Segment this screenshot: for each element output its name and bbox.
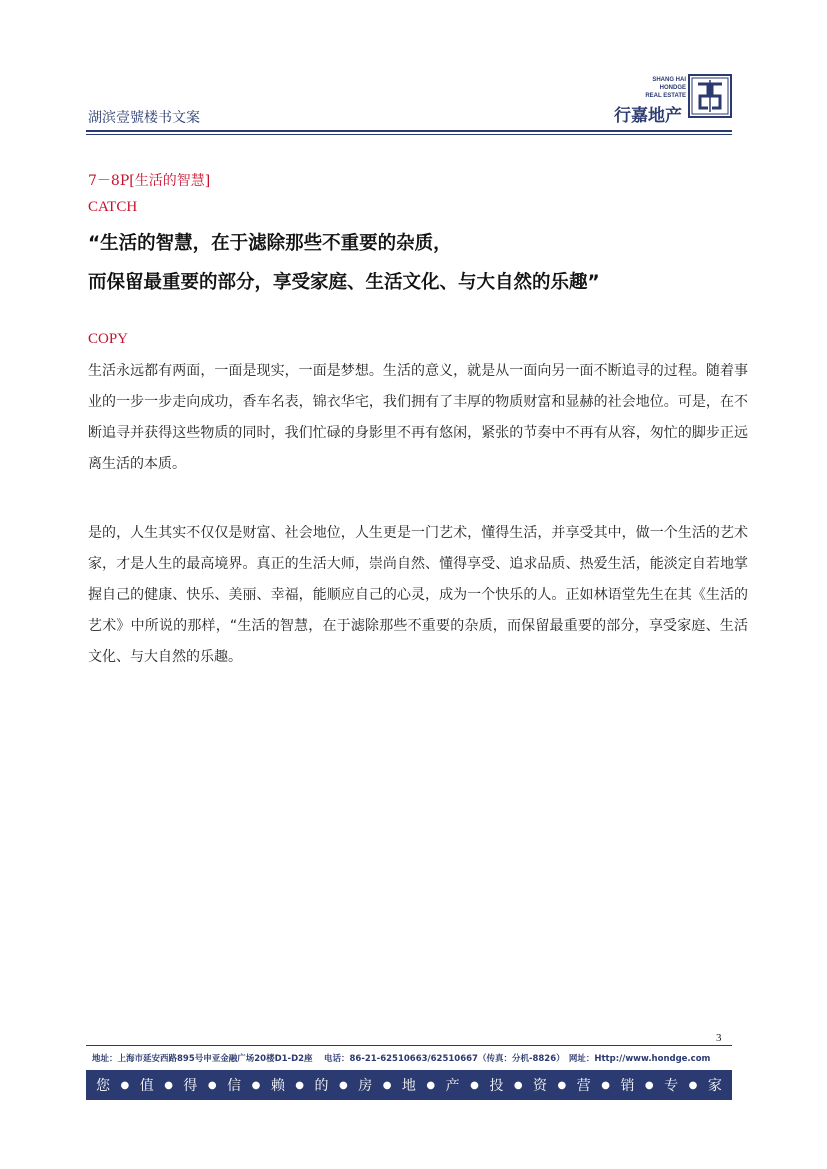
logo-english-text (626, 76, 686, 100)
slogan-separator: ● (557, 1079, 567, 1091)
logo-en-line: HONDGE (659, 85, 686, 91)
slogan-char: 地 (401, 1078, 416, 1094)
slogan-separator: ● (688, 1079, 698, 1091)
slogan-char: 资 (533, 1078, 548, 1094)
slogan-char: 的 (314, 1078, 329, 1094)
catch-headline-line: “生活的智慧，在于滤除那些不重要的杂质， (88, 233, 452, 254)
slogan-separator: ● (470, 1079, 479, 1091)
slogan-separator: ● (426, 1079, 436, 1091)
slogan-char: 营 (576, 1078, 591, 1094)
logo-en-line: SHANG HAI (652, 77, 686, 83)
header-divider-thin (86, 134, 732, 135)
slogan-char: 值 (139, 1078, 154, 1094)
logo-en-line: REAL ESTATE (645, 93, 686, 99)
slogan-separator: ● (339, 1079, 348, 1091)
slogan-separator: ● (382, 1079, 392, 1091)
slogan-separator: ● (513, 1079, 523, 1091)
slogan-separator: ● (295, 1079, 305, 1091)
footer-divider (86, 1045, 732, 1046)
header-title: 湖滨壹號楼书文案 (88, 110, 200, 126)
footer-slogan-band (86, 1070, 732, 1100)
slogan-separator: ● (644, 1079, 654, 1091)
page-number: 3 (716, 1032, 722, 1044)
logo-emblem-icon (688, 74, 732, 118)
catch-headline-line: 而保留最重要的部分，享受家庭、生活文化、与大自然的乐趣” (88, 272, 600, 293)
slogan-char: 投 (489, 1078, 504, 1094)
body-paragraph: 生活永远都有两面，一面是现实，一面是梦想。生活的意义，就是从一面向另一面不断追寻的过程。随着事业的一步一步走向成功，香车名表，锦衣华宅，我们拥有了丰厚的物质财富和显赫的社会地位。可是，在不断追寻并获得这些物质的同时，我们忙碌的身影里不再有悠闲，紧张的节奏中不再有从容，匆忙的脚步正远离生活的本质。 (88, 363, 748, 472)
slogan-separator: ● (164, 1079, 173, 1091)
slogan-separator: ● (207, 1079, 217, 1091)
copy-label: COPY (88, 331, 129, 347)
section-tag: 7－8P[生活的智慧] (88, 173, 211, 189)
slogan-char: 赖 (270, 1078, 285, 1094)
slogan-char: 房 (358, 1078, 373, 1094)
slogan-separator: ● (120, 1079, 130, 1091)
slogan-char: 销 (620, 1078, 635, 1094)
slogan-separator: ● (601, 1079, 610, 1091)
slogan-char: 您 (96, 1078, 110, 1094)
header-divider (86, 130, 732, 132)
company-logo (604, 72, 734, 124)
slogan-char: 专 (664, 1078, 679, 1094)
logo-chinese-text: 行嘉地产 (614, 106, 682, 126)
slogan-char: 信 (227, 1078, 242, 1094)
slogan-char: 家 (707, 1078, 722, 1094)
slogan-char: 产 (445, 1078, 460, 1094)
slogan-separator: ● (251, 1079, 261, 1091)
slogan-char: 得 (183, 1078, 198, 1094)
catch-label: CATCH (88, 199, 138, 215)
footer-address: 地址：上海市延安西路895号申亚金融广场20楼D1-D2座 电话：86-21-62510663/62510667（传真：分机-8826） 网址：Http://www.hondge.com (92, 1054, 711, 1064)
body-paragraph: 是的，人生其实不仅仅是财富、社会地位，人生更是一门艺术，懂得生活，并享受其中，做一个生活的艺术家，才是人生的最高境界。真正的生活大师，崇尚自然、懂得享受、追求品质、热爱生活，能淡定自若地掌握自己的健康、快乐、美丽、幸福，能顺应自己的心灵，成为一个快乐的人。正如林语堂先生在其《生活的艺术》中所说的那样，“生活的智慧，在于滤除那些不重要的杂质，而保留最重要的部分，享受家庭、生活文化、与大自然的乐趣。 (88, 525, 748, 665)
